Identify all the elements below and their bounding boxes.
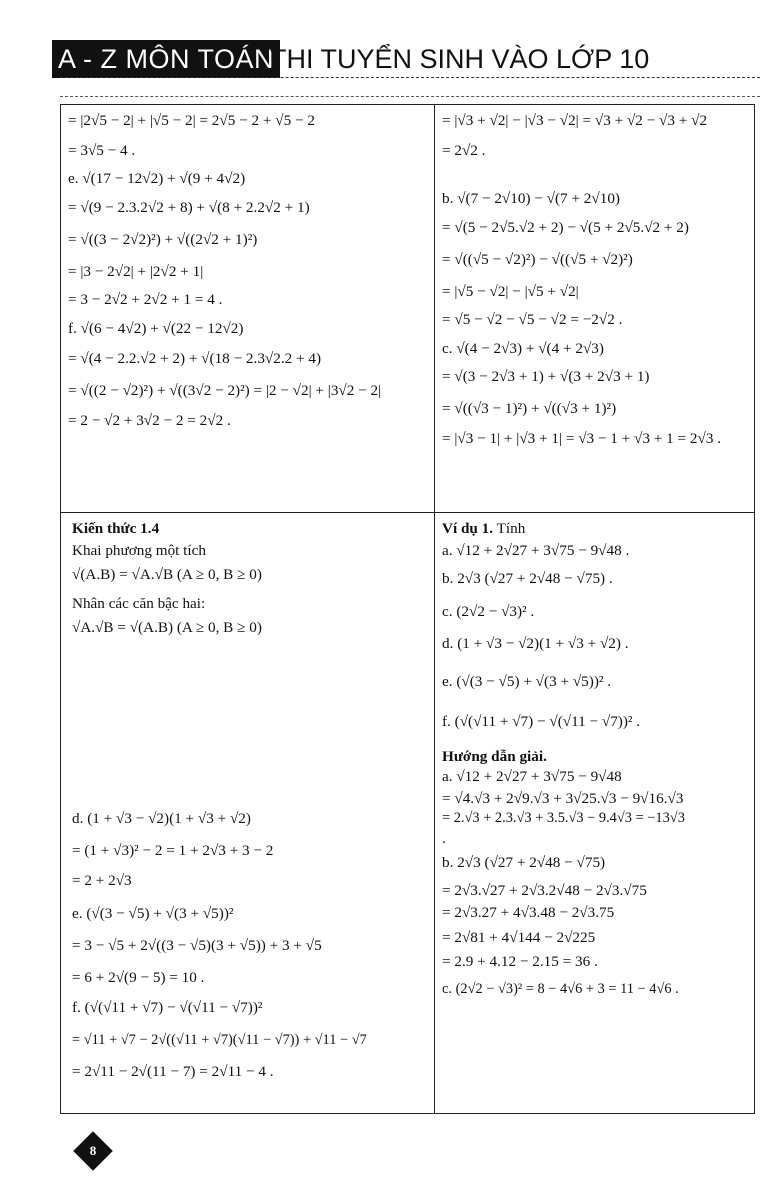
- math-line: c. √(4 − 2√3) + √(4 + 2√3): [442, 339, 604, 357]
- math-line: = 2√11 − 2√(11 − 7) = 2√11 − 4 .: [72, 1062, 274, 1080]
- knowledge-formula: √(A.B) = √A.√B (A ≥ 0, B ≥ 0): [72, 566, 262, 584]
- header-divider: [60, 77, 760, 78]
- page-number-badge: [72, 1130, 114, 1172]
- math-line: = 2.√3 + 2.3.√3 + 3.5.√3 − 9.4√3 = −13√3: [442, 810, 685, 827]
- header-title-rest: THI TUYỂN SINH VÀO LỚP 10: [270, 44, 650, 74]
- example-heading-bold: Ví dụ 1.: [442, 520, 494, 537]
- guide-heading: Hướng dẫn giải.: [442, 747, 547, 765]
- math-line: = √((√5 − √2)²) − √((√5 + √2)²): [442, 250, 633, 268]
- math-line: = 2√3.√27 + 2√3.2√48 − 2√3.√75: [442, 882, 647, 900]
- math-line: = |√3 − 1| + |√3 + 1| = √3 − 1 + √3 + 1 = 2√3 .: [442, 430, 722, 448]
- exercise-line: d. (1 + √3 − √2)(1 + √3 + √2) .: [442, 634, 629, 652]
- math-line: = 2√2 .: [442, 142, 486, 160]
- math-line: f. √(6 − 4√2) + √(22 − 12√2): [68, 319, 244, 337]
- math-line: = |3 − 2√2| + |2√2 + 1|: [68, 263, 204, 281]
- math-line: = |√3 + √2| − |√3 − √2| = √3 + √2 − √3 + √2: [442, 112, 708, 129]
- math-line: .: [442, 829, 446, 847]
- math-line: b. √(7 − 2√10) − √(7 + 2√10): [442, 190, 620, 208]
- math-line: = 2√81 + 4√144 − 2√225: [442, 928, 596, 946]
- cell-top-right: [442, 112, 752, 449]
- exercise-line: e. (√(3 − √5) + √(3 + √5))² .: [442, 673, 612, 691]
- math-line: = |2√5 − 2| + |√5 − 2| = 2√5 − 2 + √5 − 2: [68, 112, 315, 129]
- math-line: = 3 − √5 + 2√((3 − √5)(3 + √5)) + 3 + √5: [72, 936, 322, 954]
- math-line: = √((3 − 2√2)²) + √((2√2 + 1)²): [68, 230, 258, 248]
- knowledge-line: Nhân các căn bậc hai:: [72, 594, 206, 612]
- column-divider: [434, 104, 435, 1114]
- math-line: = 2√3.27 + 4√3.48 − 2√3.75: [442, 904, 615, 922]
- exercise-line: a. √12 + 2√27 + 3√75 − 9√48 .: [442, 542, 630, 560]
- math-line: = √((√3 − 1)²) + √((√3 + 1)²): [442, 400, 617, 418]
- cell-bottom-left: [72, 520, 430, 637]
- math-line: = |√5 − √2| − |√5 + √2|: [442, 283, 579, 301]
- math-line: d. (1 + √3 − √2)(1 + √3 + √2): [72, 810, 251, 827]
- math-line: = √5 − √2 − √5 − √2 = −2√2 .: [442, 311, 623, 329]
- cell-top-left: [68, 112, 430, 431]
- example-heading-rest: Tính: [493, 520, 526, 537]
- page-number: 8: [89, 1143, 97, 1158]
- math-line: b. 2√3 (√27 + 2√48 − √75): [442, 853, 606, 871]
- knowledge-line: Khai phương một tích: [72, 542, 206, 560]
- exercise-line: f. (√(√11 + √7) − √(√11 − √7))² .: [442, 713, 641, 731]
- math-line: = (1 + √3)² − 2 = 1 + 2√3 + 3 − 2: [72, 842, 274, 860]
- math-line: = 2 + 2√3: [72, 872, 132, 890]
- math-line: = √(4 − 2.2.√2 + 2) + √(18 − 2.3√2.2 + 4): [68, 349, 322, 367]
- cell-bottom-right: [442, 520, 752, 998]
- exercise-line: b. 2√3 (√27 + 2√48 − √75) .: [442, 570, 613, 588]
- math-line: f. (√(√11 + √7) − √(√11 − √7))²: [72, 999, 263, 1017]
- math-line: = 3 − 2√2 + 2√2 + 1 = 4 .: [68, 291, 223, 309]
- math-line: = 2.9 + 4.12 − 2.15 = 36 .: [442, 952, 598, 970]
- math-line: = √(3 − 2√3 + 1) + √(3 + 2√3 + 1): [442, 367, 650, 385]
- math-line: = 6 + 2√(9 − 5) = 10 .: [72, 969, 205, 987]
- math-line: c. (2√2 − √3)² = 8 − 4√6 + 3 = 11 − 4√6 .: [442, 981, 679, 998]
- header-divider-2: [60, 96, 760, 97]
- example-heading: [442, 520, 752, 538]
- math-line: = √(5 − 2√5.√2 + 2) − √(5 + 2√5.√2 + 2): [442, 218, 689, 236]
- exercise-line: c. (2√2 − √3)² .: [442, 602, 535, 620]
- knowledge-formula: √A.√B = √(A.B) (A ≥ 0, B ≥ 0): [72, 618, 262, 636]
- math-line: = √((2 − √2)²) + √((3√2 − 2)²) = |2 − √2| + |3√2 − 2|: [68, 382, 382, 400]
- math-line: e. (√(3 − √5) + √(3 + √5))²: [72, 904, 234, 922]
- math-line: = √11 + √7 − 2√((√11 + √7)(√11 − √7)) + √11 − √7: [72, 1031, 367, 1048]
- math-line: = √(9 − 2.3.2√2 + 8) + √(8 + 2.2√2 + 1): [68, 198, 310, 216]
- knowledge-heading: Kiến thức 1.4: [72, 520, 160, 537]
- row-divider: [60, 512, 755, 513]
- math-line: a. √12 + 2√27 + 3√75 − 9√48: [442, 767, 622, 785]
- math-line: = 2 − √2 + 3√2 − 2 = 2√2 .: [68, 412, 231, 430]
- page-header: [0, 40, 770, 80]
- solutions-left: [72, 810, 430, 1081]
- math-line: = √4.√3 + 2√9.√3 + 3√25.√3 − 9√16.√3: [442, 790, 684, 808]
- math-line: e. √(17 − 12√2) + √(9 + 4√2): [68, 170, 246, 188]
- header-title-black: A - Z MÔN TOÁN: [52, 40, 280, 78]
- math-line: = 3√5 − 4 .: [68, 142, 136, 160]
